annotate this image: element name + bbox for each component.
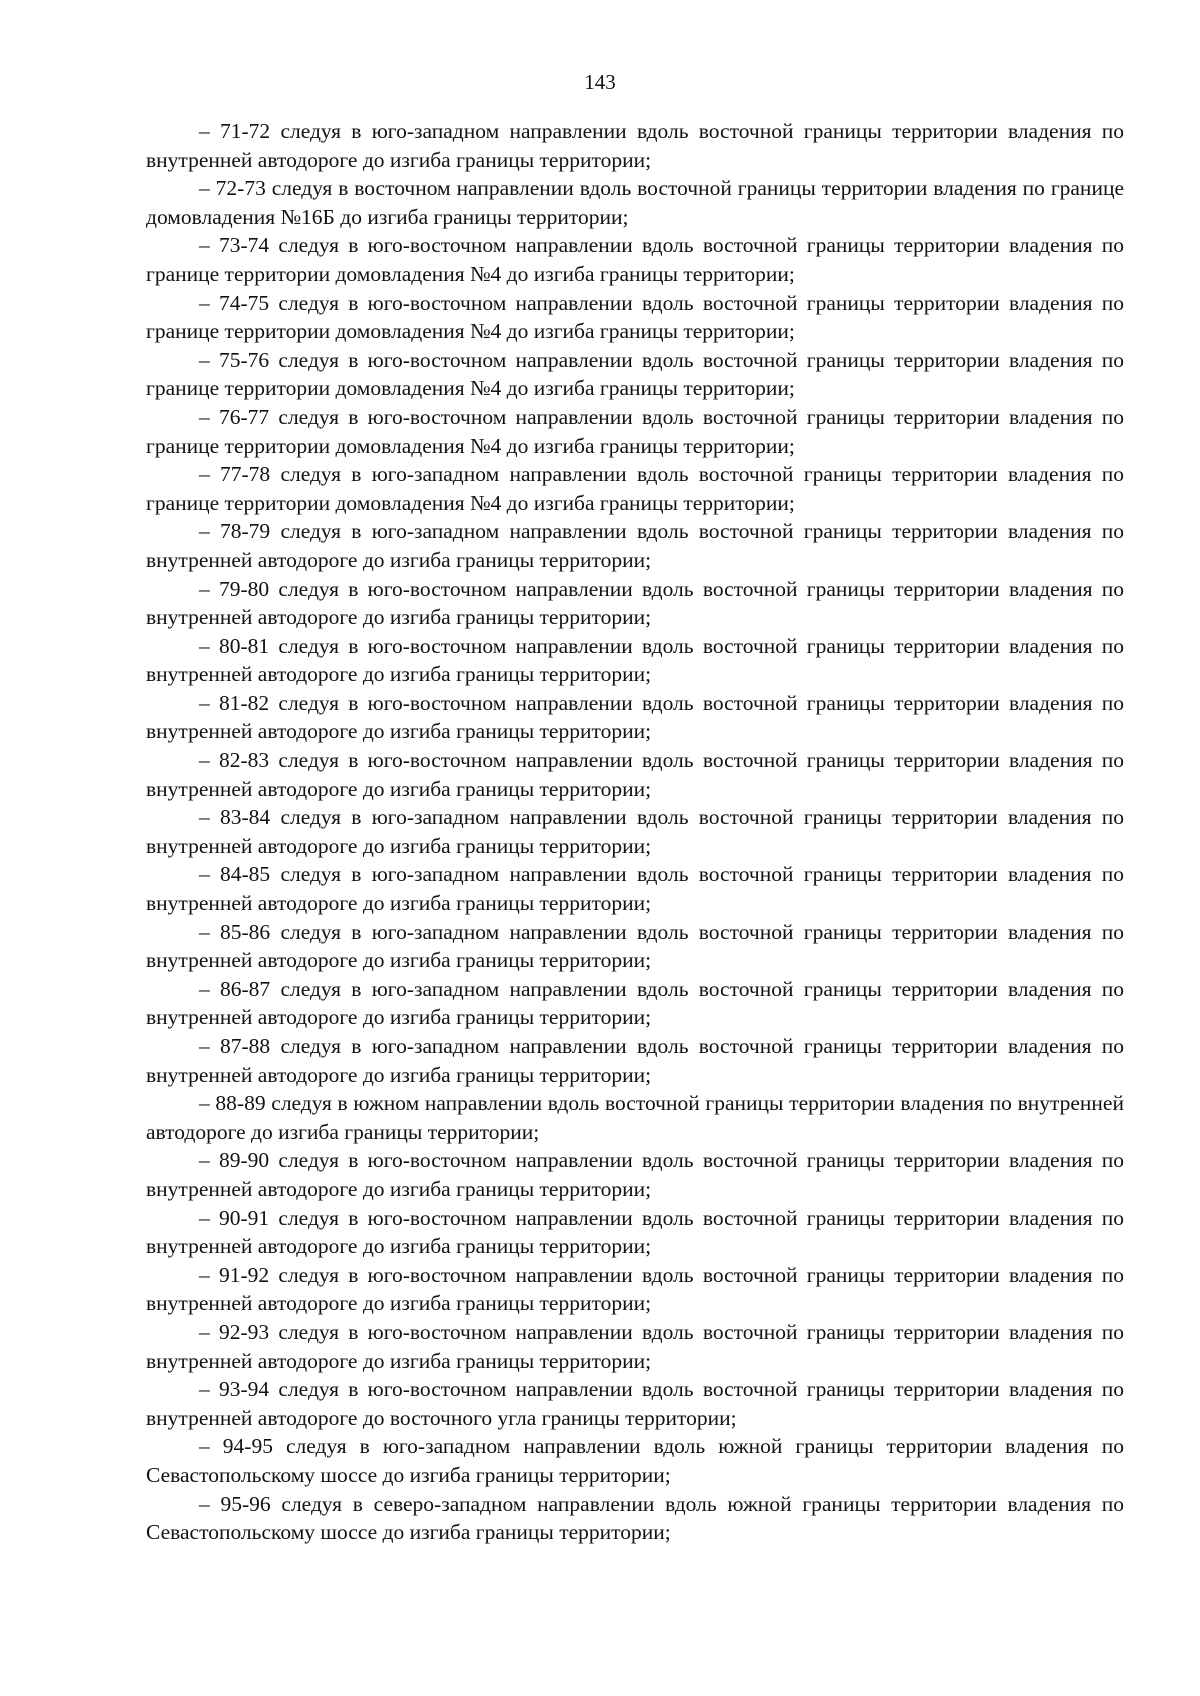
boundary-segment-paragraph: – 87-88 следуя в юго-западном направлении вдоль восточной границы территории владения по внутренней автодороге до изгиба границы территории;: [146, 1034, 1124, 1087]
boundary-segment-paragraph: – 85-86 следуя в юго-западном направлении вдоль восточной границы территории владения по внутренней автодороге до изгиба границы территории;: [146, 919, 1124, 973]
boundary-segment-paragraph: – 92-93 следуя в юго-восточном направлении вдоль восточной границы территории владения по внутренней автодороге до изгиба границы территории;: [146, 1319, 1124, 1373]
boundary-segment-paragraph: – 95-96 следуя в северо-западном направлении вдоль южной границы территории владения по Севастопольскому шоссе до изгиба границы территории;: [146, 1491, 1124, 1545]
boundary-description-list: [146, 117, 1124, 1547]
boundary-segment-paragraph: – 79-80 следуя в юго-восточном направлении вдоль восточной границы территории владения по внутренней автодороге до изгиба границы территории;: [146, 576, 1124, 630]
boundary-segment-paragraph: – 82-83 следуя в юго-восточном направлении вдоль восточной границы территории владения по внутренней автодороге до изгиба границы территории;: [146, 748, 1124, 801]
boundary-segment-paragraph: – 83-84 следуя в юго-западном направлении вдоль восточной границы территории владения по внутренней автодороге до изгиба границы территории;: [146, 805, 1124, 858]
boundary-segment-paragraph: – 73-74 следуя в юго-восточном направлении вдоль восточной границы территории владения по границе территории домовладения №4 до изгиба границы территории;: [146, 233, 1124, 286]
boundary-segment-paragraph: – 89-90 следуя в юго-восточном направлении вдоль восточной границы территории владения по внутренней автодороге до изгиба границы территории;: [146, 1148, 1124, 1201]
boundary-segment-paragraph: – 91-92 следуя в юго-восточном направлении вдоль восточной границы территории владения по внутренней автодороге до изгиба границы территории;: [146, 1262, 1124, 1316]
boundary-segment-paragraph: – 75-76 следуя в юго-восточном направлении вдоль восточной границы территории владения по границе территории домовладения №4 до изгиба границы территории;: [146, 347, 1124, 401]
boundary-segment-paragraph: – 94-95 следуя в юго-западном направлении вдоль южной границы территории владения по Севастопольскому шоссе до изгиба границы территории;: [146, 1434, 1124, 1487]
boundary-segment-paragraph: – 78-79 следуя в юго-западном направлении вдоль восточной границы территории владения по внутренней автодороге до изгиба границы территории;: [146, 519, 1124, 572]
page-number: 143: [584, 70, 616, 94]
boundary-segment-paragraph: – 80-81 следуя в юго-восточном направлении вдоль восточной границы территории владения по внутренней автодороге до изгиба границы территории;: [146, 633, 1124, 687]
boundary-segment-paragraph: – 74-75 следуя в юго-восточном направлении вдоль восточной границы территории владения по границе территории домовладения №4 до изгиба границы территории;: [146, 290, 1124, 344]
boundary-segment-paragraph: – 86-87 следуя в юго-западном направлении вдоль восточной границы территории владения по внутренней автодороге до изгиба границы территории;: [146, 976, 1124, 1030]
boundary-segment-paragraph: – 90-91 следуя в юго-восточном направлении вдоль восточной границы территории владения по внутренней автодороге до изгиба границы территории;: [146, 1205, 1124, 1259]
boundary-segment-paragraph: – 77-78 следуя в юго-западном направлении вдоль восточной границы территории владения по границе территории домовладения №4 до изгиба границы территории;: [146, 462, 1124, 515]
boundary-segment-paragraph: – 88-89 следуя в южном направлении вдоль восточной границы территории владения по внутренней автодороге до изгиба границы территории;: [146, 1091, 1124, 1144]
boundary-segment-paragraph: – 71-72 следуя в юго-западном направлении вдоль восточной границы территории владения по внутренней автодороге до изгиба границы территории;: [146, 119, 1124, 172]
boundary-segment-paragraph: – 81-82 следуя в юго-восточном направлении вдоль восточной границы территории владения по внутренней автодороге до изгиба границы территории;: [146, 690, 1124, 744]
boundary-segment-paragraph: – 84-85 следуя в юго-западном направлении вдоль восточной границы территории владения по внутренней автодороге до изгиба границы территории;: [146, 862, 1124, 916]
boundary-segment-paragraph: – 76-77 следуя в юго-восточном направлении вдоль восточной границы территории владения по границе территории домовладения №4 до изгиба границы территории;: [146, 404, 1124, 458]
boundary-segment-paragraph: – 93-94 следуя в юго-восточном направлении вдоль восточной границы территории владения по внутренней автодороге до восточного угла границы территории;: [146, 1377, 1124, 1430]
boundary-segment-paragraph: – 72-73 следуя в восточном направлении вдоль восточной границы территории владения по границе домовладения №16Б до изгиба границы территории;: [146, 176, 1124, 229]
